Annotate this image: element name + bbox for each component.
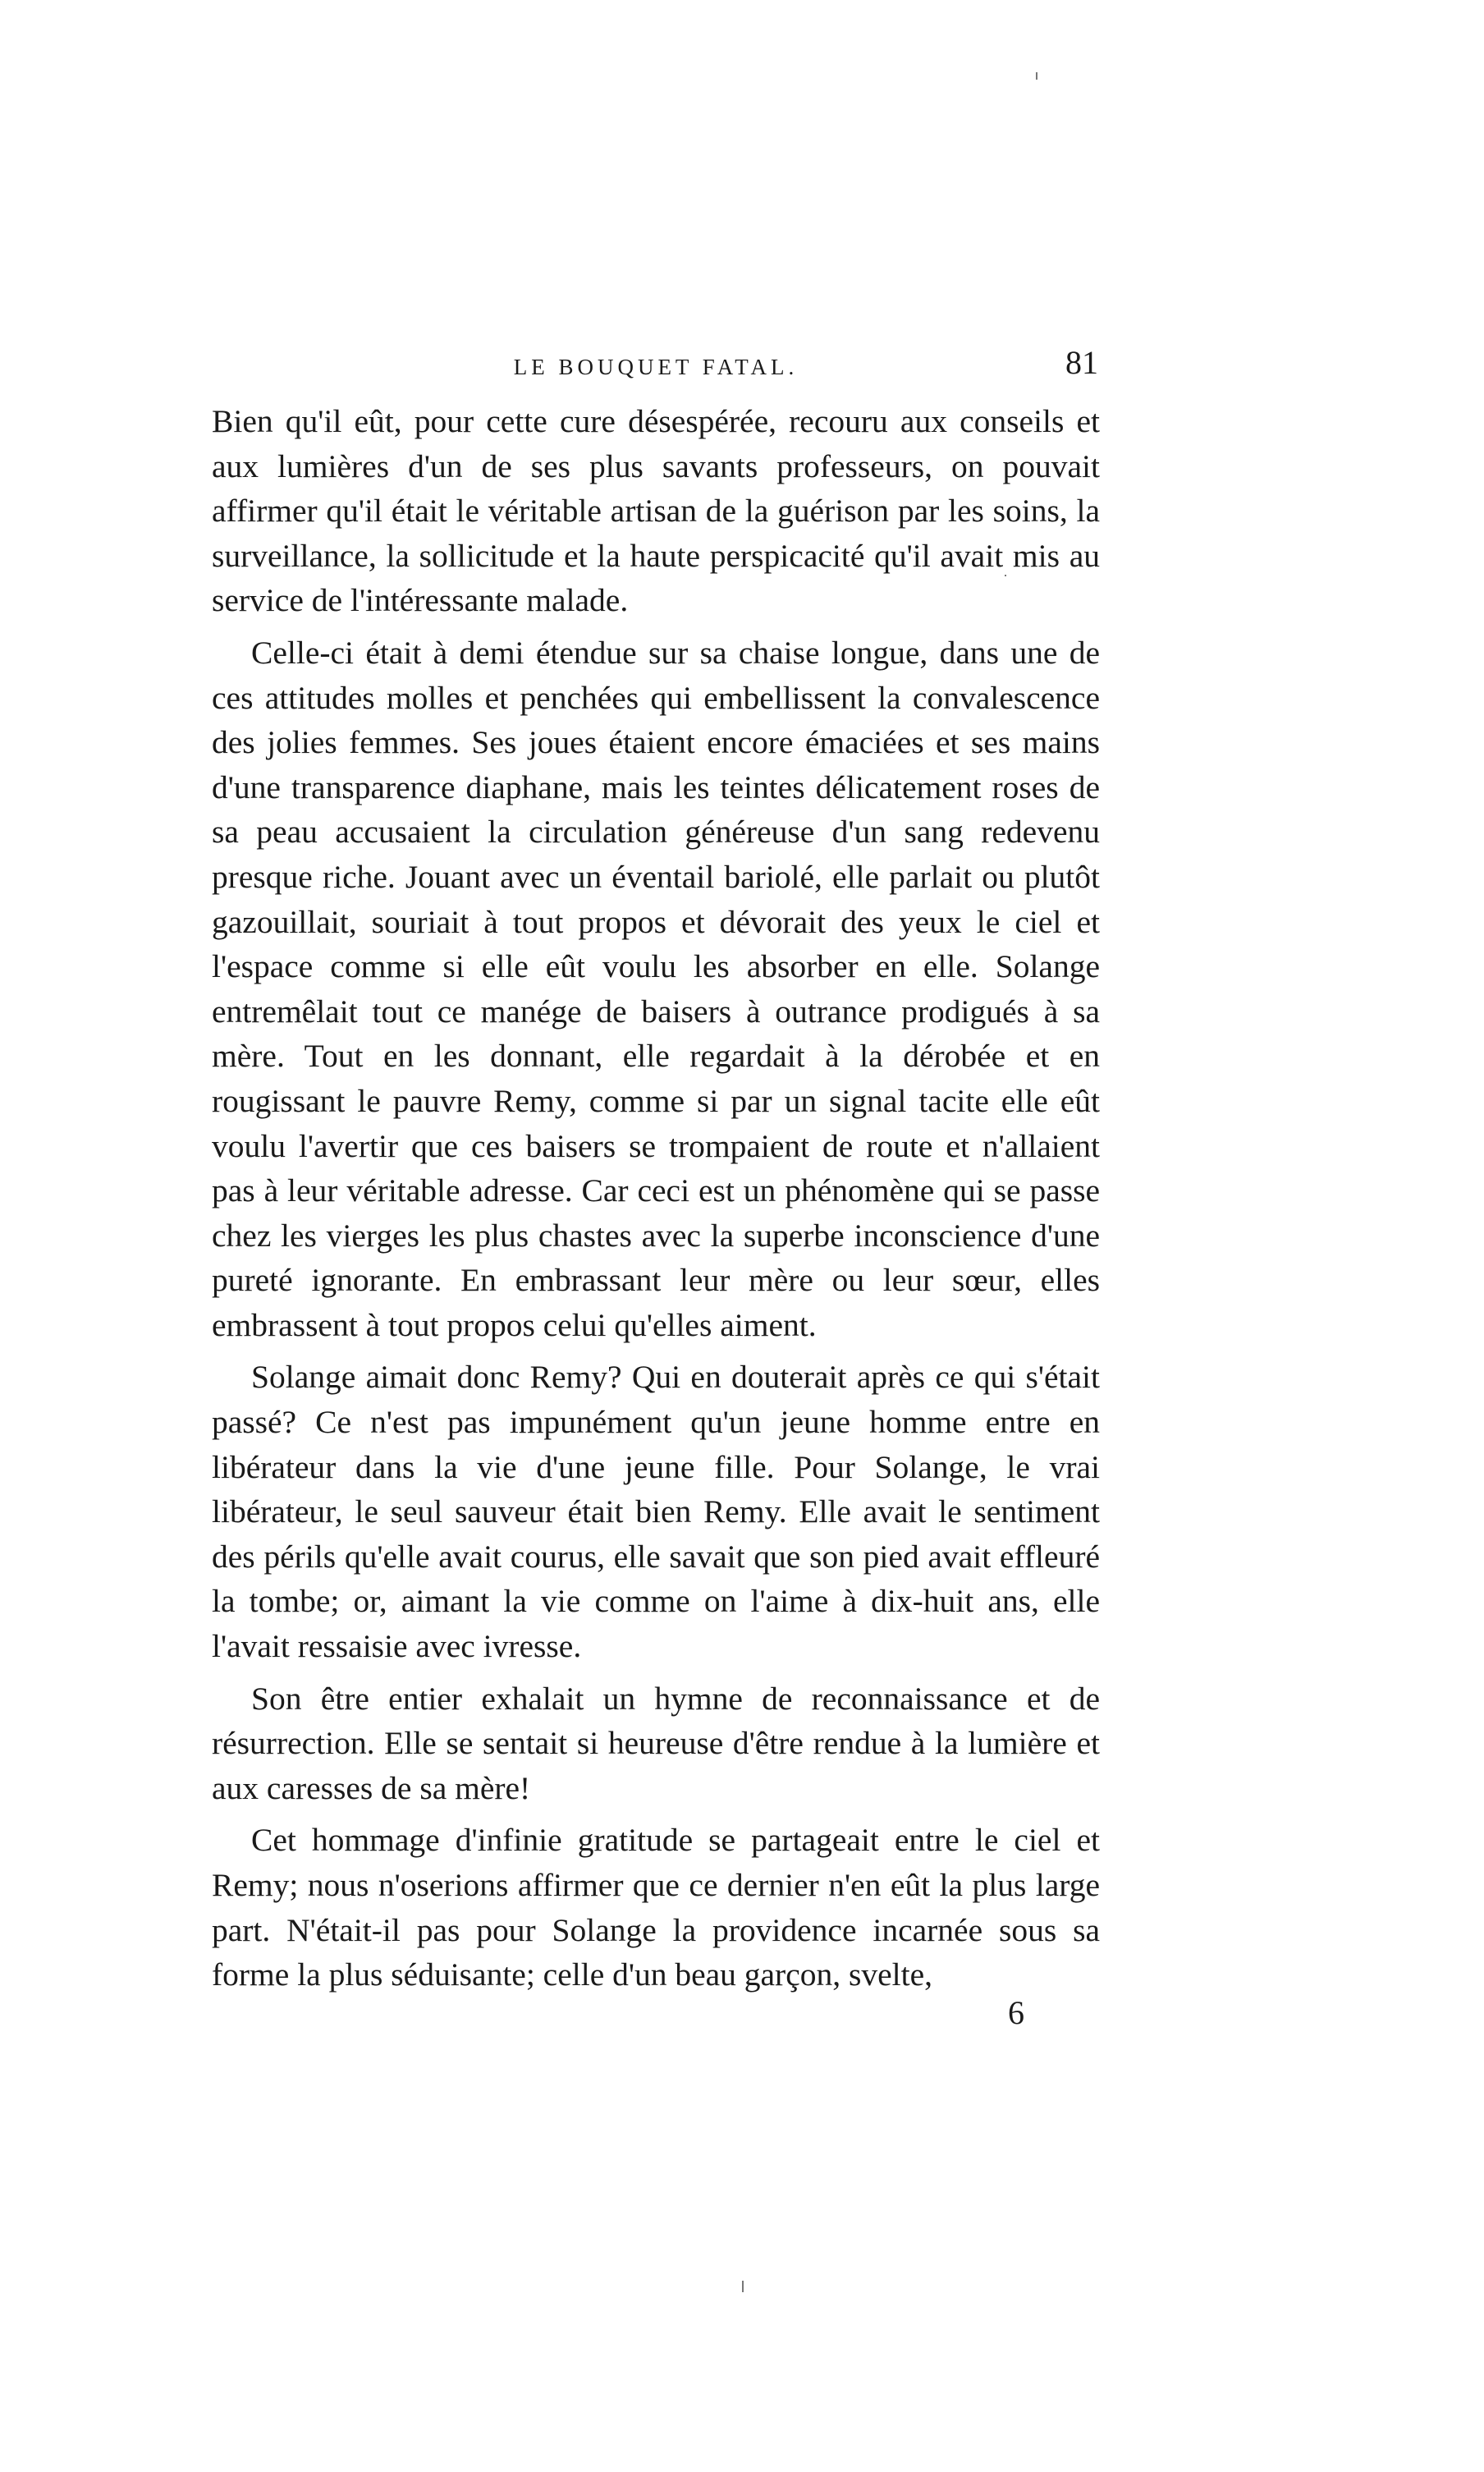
paragraph-5: Cet hommage d'infinie gratitude se partageait entre le ciel et Remy; nous n'oserions affirmer que ce dernier n'en eût la plus large part. N'était-il pas pour Solange la providence incarnée sous sa forme la plus séduisante; celle d'un beau garçon, svelte,	[212, 1822, 1100, 1993]
paragraph-3: Solange aimait donc Remy? Qui en douterait après ce qui s'était passé? Ce n'est pas impunément qu'un jeune homme entre en libérateur dans la vie d'une jeune fille. Pour Solange, le vrai libérateur, le seul sauveur était bien Remy. Elle avait le sentiment des périls qu'elle avait courus, elle savait que son pied avait effleuré la tombe; or, aimant la vie comme on l'aime à dix-huit ans, elle l'avait ressaisie avec ivresse.	[212, 1359, 1100, 1665]
paper-speck	[1036, 72, 1037, 80]
running-title: LE BOUQUET FATAL.	[513, 355, 799, 379]
page-number: 81	[1065, 344, 1098, 381]
paragraph-2: Celle-ci était à demi étendue sur sa chaise longue, dans une de ces attitudes molles et penchées qui embellissent la convalescence des jolies femmes. Ses joues étaient encore émaciées et ses mains d'une transparence diaphane, mais les teintes délicatement roses de sa peau accusaient la circulation généreuse d'un sang redevenu presque riche. Jouant avec un éventail bariolé, elle parlait ou plutôt gazouillait, souriait à tout propos et dévorait des yeux le ciel et l'espace comme si elle eût voulu les absorber en elle. Solange entremêlait tout ce manége de baisers à outrance prodigués à sa mère. Tout en les donnant, elle regardait à la dérobée et en rougissant le pauvre Remy, comme si par un signal tacite elle eût voulu l'avertir que ces baisers se trompaient de route et n'allaient pas à leur véritable adresse. Car ceci est un phénomène qui se passe chez les vierges les plus chastes avec la superbe inconscience d'une pureté ignorante. En embrassant leur mère ou leur sœur, elles embrassent à tout propos celui qu'elles aiment.	[212, 634, 1100, 1343]
paper-speck	[1005, 575, 1006, 576]
paragraph-4: Son être entier exhalait un hymne de reconnaissance et de résurrection. Elle se sentait si heureuse d'être rendue à la lumière et aux caresses de sa mère!	[212, 1680, 1100, 1806]
paper-speck	[742, 2281, 744, 2292]
body-text	[212, 399, 1100, 2005]
signature-mark: 6	[1008, 1994, 1024, 2031]
paragraph-1: Bien qu'il eût, pour cette cure désespérée, recouru aux conseils et aux lumières d'un de ses plus savants professeurs, on pouvait affirmer qu'il était le véritable artisan de la guérison par les soins, la surveillance, la sollicitude et la haute perspicacité qu'il avait mis au service de l'intéressante malade.	[212, 403, 1100, 619]
running-head	[212, 343, 1100, 392]
